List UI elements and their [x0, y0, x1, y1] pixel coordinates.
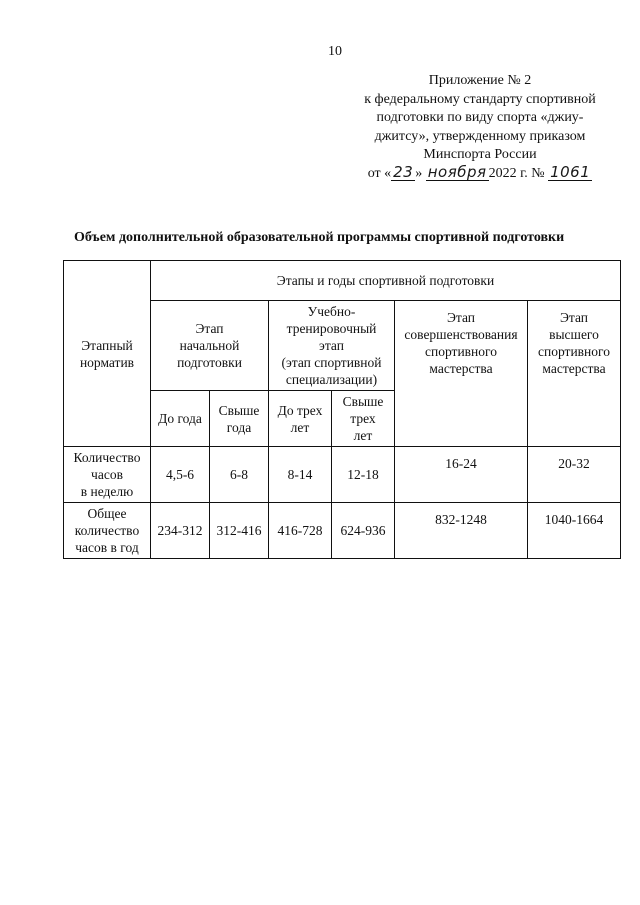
appendix-line-3: подготовки по виду спорта «джиу-	[376, 110, 584, 125]
corner-header-text: Этапный норматив	[79, 337, 135, 370]
date-prefix: от «	[367, 165, 392, 181]
group-header-text: Этапы и годы спортивной подготовки	[276, 273, 495, 288]
group-header	[151, 261, 621, 301]
row-label-text: Количество часов в неделю	[73, 450, 141, 499]
table-cell: 832-1248	[395, 503, 528, 559]
sub-training-over-3	[332, 391, 395, 447]
appendix-line-2: к федеральному стандарту спортивной	[364, 91, 596, 107]
appendix-line-5: Минспорта России	[423, 147, 537, 162]
sub-initial-up-to-year	[151, 391, 210, 447]
corner-header	[64, 261, 151, 447]
row-label	[64, 447, 151, 503]
sub-initial-over-year-text: Свыше года	[218, 402, 260, 435]
sub-initial-over-year	[210, 391, 269, 447]
appendix-line-1: Приложение № 2	[428, 73, 532, 88]
sub-initial-up-to-year-text: До года	[158, 411, 202, 426]
table-row	[64, 447, 621, 503]
table-row	[64, 503, 621, 559]
stage-improvement-header	[395, 301, 528, 447]
stage-training-text: Учебно- тренировочный этап (этап спортивной специализации)	[281, 304, 382, 387]
stage-initial-header	[151, 301, 269, 391]
stage-improvement-text: Этап совершенствования спортивного мастерства	[404, 310, 518, 376]
sub-training-up-to-3-text: До трех лет	[277, 402, 323, 435]
table-cell: 6-8	[210, 447, 269, 503]
table-cell: 416-728	[269, 503, 332, 559]
document-title: Объем дополнительной образовательной программы спортивной подготовки	[74, 230, 565, 245]
table-cell: 20-32	[528, 447, 621, 503]
table-cell: 12-18	[332, 447, 395, 503]
table-cell: 16-24	[395, 447, 528, 503]
table-cell: 4,5-6	[151, 447, 210, 503]
stage-training-header	[269, 301, 395, 391]
stage-initial-text: Этап начальной подготовки	[177, 321, 242, 370]
sub-training-over-3-text: Свыше трех лет	[342, 394, 384, 443]
table-cell: 8-14	[269, 447, 332, 503]
appendix-line-4: джитсу», утвержденному приказом	[374, 128, 586, 144]
program-volume-table	[63, 260, 621, 559]
stage-highest-header	[528, 301, 621, 447]
row-label	[64, 503, 151, 559]
page-number: 10	[328, 44, 342, 59]
sub-training-up-to-3	[269, 391, 332, 447]
row-label-text: Общее количество часов в год	[74, 506, 140, 555]
table-cell: 312-416	[210, 503, 269, 559]
handwritten-day: 23	[393, 162, 414, 181]
table-cell: 1040-1664	[528, 503, 621, 559]
handwritten-order-number: 1061	[550, 162, 591, 181]
table-cell: 234-312	[151, 503, 210, 559]
date-year: 2022 г. №	[488, 165, 545, 181]
order-date-line	[340, 162, 620, 184]
date-mid: »	[415, 165, 426, 181]
appendix-block	[340, 72, 620, 183]
table-cell: 624-936	[332, 503, 395, 559]
handwritten-month: ноября	[427, 162, 487, 181]
stage-highest-text: Этап высшего спортивного мастерства	[538, 310, 610, 376]
